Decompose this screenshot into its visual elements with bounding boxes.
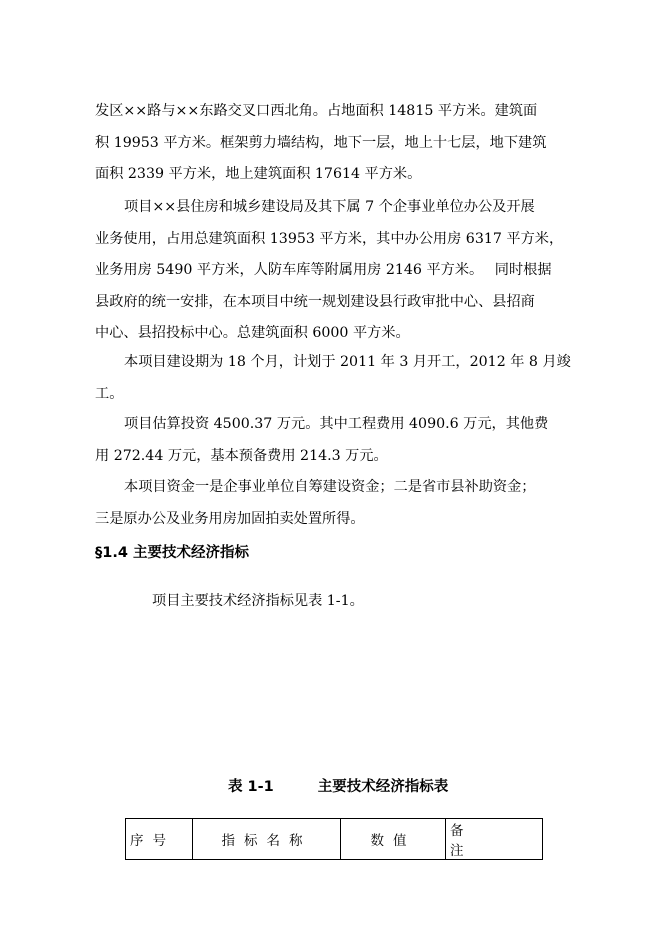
section-heading: §1.4 主要技术经济指标 [95,545,249,561]
header-value: 数值 [341,819,446,860]
text-line: 本项目建设期为 18 个月，计划于 2011 年 3 月开工，2012 年 8 月竣 [124,354,571,370]
text-line: 工。 [95,385,124,402]
text-line: 三是原办公及业务用房加固拍卖处置所得。 [95,510,365,527]
table-header-row [126,819,543,860]
text-line: 业务使用，占用总建筑面积 13953 平方米，其中办公用房 6317 平方米， [95,230,564,247]
header-index: 序号 [126,819,193,860]
text-line: 本项目资金一是企事业单位自筹建设资金；二是省市县补助资金； [124,479,536,495]
text-line: 面积 2339 平方米，地上建筑面积 17614 平方米。 [95,166,422,182]
paragraph-usage [95,192,575,350]
text-line: 用 272.44 万元，基本预备费用 214.3 万元。 [95,447,388,464]
paragraph-location [95,96,575,191]
indicator-table [125,818,543,860]
table-reference: 项目主要技术经济指标见表 1-1。 [152,593,364,609]
table-caption [228,772,448,802]
text-line: 县政府的统一安排，在本项目中统一规划建设县行政审批中心、县招商 [95,293,535,310]
paragraph-investment [95,409,575,472]
text-line: 积 19953 平方米。框架剪力墙结构，地下一层，地上十七层，地下建筑 [95,134,547,151]
table-title: 主要技术经济指标表 [317,779,449,795]
header-remarks: 备注 [446,819,543,860]
text-line: 项目估算投资 4500.37 万元。其中工程费用 4090.6 万元，其他费 [124,416,549,432]
text-line: 中心、县招投标中心。总建筑面积 6000 平方米。 [95,325,410,341]
text-line: 业务用房 5490 平方米，人防车库等附属用房 2146 平方米。 同时根据 [95,262,552,278]
text-line: 发区××路与××东路交叉口西北角。占地面积 14815 平方米。建筑面 [95,103,538,119]
paragraph-schedule [95,347,575,410]
table-number: 表 1-1 [228,779,274,795]
text-line: 项目××县住房和城乡建设局及其下属 7 个企事业单位办公及开展 [124,199,535,215]
header-indicator-name: 指标名称 [193,819,341,860]
paragraph-funding [95,472,575,535]
